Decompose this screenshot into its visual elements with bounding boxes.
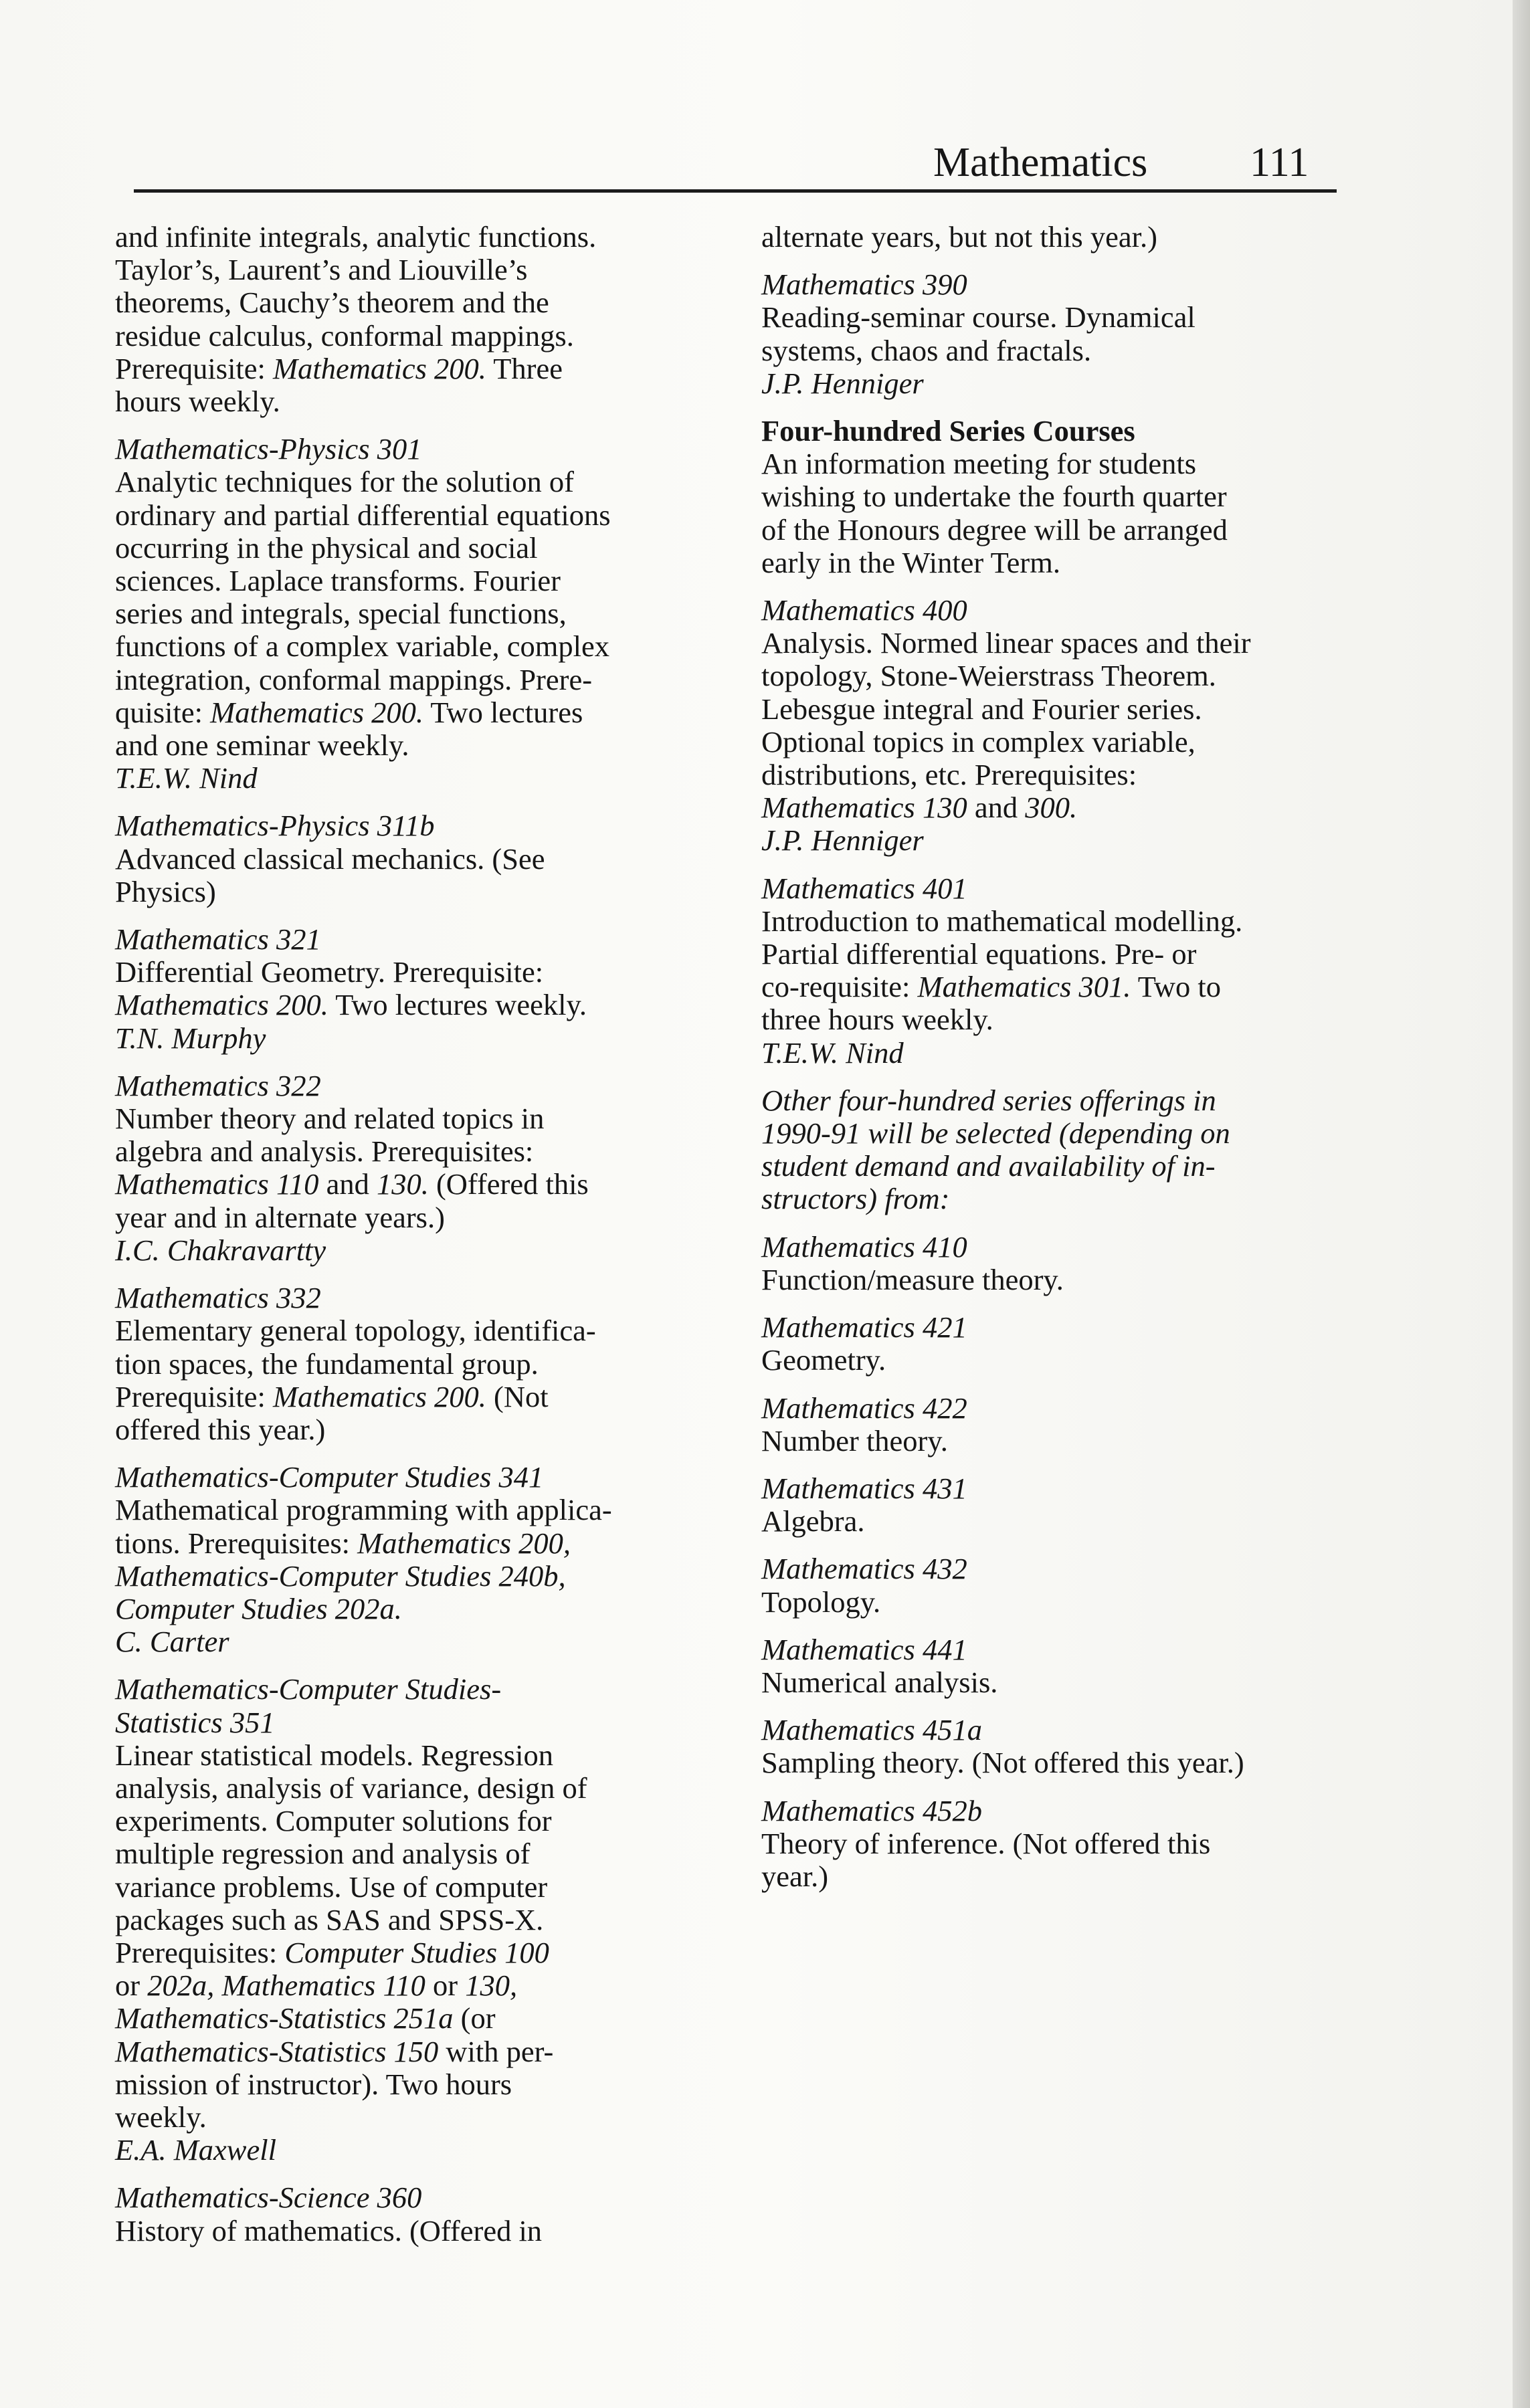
text-line bbox=[761, 1746, 1350, 1779]
body-text: and infinite integrals, analytic functions. bbox=[115, 220, 597, 254]
text-line bbox=[115, 989, 717, 1021]
text-line bbox=[115, 466, 717, 498]
text-line bbox=[761, 627, 1350, 660]
text-line bbox=[115, 433, 717, 466]
body-text: Elementary general topology, identifica- bbox=[115, 1314, 596, 1348]
body-text: three hours weekly. bbox=[761, 1003, 993, 1037]
text-line bbox=[115, 664, 717, 696]
body-text: Number theory. bbox=[761, 1423, 948, 1458]
text-line bbox=[115, 696, 717, 729]
text-line bbox=[761, 1344, 1350, 1377]
body-text: Introduction to mathematical modelling. bbox=[761, 904, 1243, 938]
italic-text: Mathematics-Statistics 251a bbox=[115, 2001, 454, 2035]
course-entry bbox=[761, 1795, 1350, 1894]
text-line bbox=[761, 1425, 1350, 1458]
text-line bbox=[115, 1102, 717, 1135]
text-line bbox=[115, 1070, 717, 1102]
italic-text: structors) from: bbox=[761, 1182, 950, 1216]
body-text: Partial differential equations. Pre- or bbox=[761, 937, 1197, 971]
body-text: variance problems. Use of computer bbox=[115, 1870, 548, 1904]
text-line bbox=[115, 729, 717, 762]
text-line bbox=[115, 2002, 717, 2035]
course-entry bbox=[115, 1461, 717, 1658]
italic-text: Mathematics 110 bbox=[115, 1167, 319, 1201]
text-line bbox=[115, 254, 717, 286]
text-line bbox=[761, 824, 1350, 857]
body-text: Two to bbox=[1131, 970, 1221, 1004]
body-text: sciences. Laplace transforms. Fourier bbox=[115, 564, 561, 598]
text-line bbox=[115, 1282, 717, 1314]
body-text: Prerequisite: bbox=[115, 1379, 274, 1413]
body-text: Optional topics in complex variable, bbox=[761, 724, 1196, 759]
text-line bbox=[761, 660, 1350, 692]
course-entry bbox=[115, 221, 717, 418]
page-edge-shadow bbox=[1513, 0, 1530, 2408]
italic-text: E.A. Maxwell bbox=[115, 2133, 276, 2167]
text-line bbox=[115, 1494, 717, 1526]
text-line bbox=[761, 791, 1350, 824]
body-text: Prerequisites: bbox=[115, 1935, 285, 1969]
italic-text: J.P. Henniger bbox=[761, 366, 924, 400]
text-line bbox=[115, 286, 717, 319]
body-text: (or bbox=[453, 2001, 496, 2035]
text-line bbox=[761, 938, 1350, 971]
italic-text: Mathematics 200. bbox=[210, 695, 424, 729]
italic-text: Mathematics-Computer Studies 240b, bbox=[115, 1559, 566, 1593]
body-text: Advanced classical mechanics. (See bbox=[115, 841, 545, 876]
text-line bbox=[115, 385, 717, 418]
body-text: Two lectures weekly. bbox=[328, 988, 587, 1022]
italic-text: J.P. Henniger bbox=[761, 823, 924, 858]
text-line bbox=[761, 872, 1350, 905]
text-line bbox=[761, 1311, 1350, 1344]
body-text: hours weekly. bbox=[115, 385, 280, 419]
italic-text: 130. bbox=[376, 1167, 429, 1201]
body-text: packages such as SAS and SPSS-X. bbox=[115, 1902, 544, 1936]
body-text: (Not bbox=[486, 1379, 549, 1413]
text-line bbox=[115, 565, 717, 597]
body-text: History of mathematics. (Offered in bbox=[115, 2213, 543, 2247]
text-line bbox=[115, 1168, 717, 1201]
body-text: distributions, etc. Prerequisites: bbox=[761, 758, 1137, 792]
italic-text: Mathematics 401 bbox=[761, 871, 967, 905]
text-line bbox=[115, 1201, 717, 1234]
body-text: or bbox=[115, 1969, 148, 2003]
course-entry bbox=[761, 268, 1350, 400]
italic-text: Mathematics 200, bbox=[357, 1526, 571, 1560]
text-line bbox=[761, 514, 1350, 546]
italic-text: 300. bbox=[1025, 791, 1078, 825]
italic-text: T.E.W. Nind bbox=[115, 761, 258, 795]
text-line bbox=[115, 1936, 717, 1969]
running-head bbox=[134, 124, 1338, 191]
italic-text: Mathematics-Computer Studies- bbox=[115, 1672, 502, 1706]
body-text: weekly. bbox=[115, 2100, 207, 2134]
body-text: Three bbox=[486, 351, 563, 385]
body-text: algebra and analysis. Prerequisites: bbox=[115, 1134, 534, 1169]
body-text: early in the Winter Term. bbox=[761, 545, 1060, 579]
body-text: Two lectures bbox=[423, 695, 583, 729]
italic-text: Mathematics 301. bbox=[917, 970, 1131, 1004]
text-line bbox=[115, 1837, 717, 1870]
text-line bbox=[761, 971, 1350, 1003]
text-line bbox=[115, 1706, 717, 1739]
text-line bbox=[761, 1264, 1350, 1296]
body-text: Reading-seminar course. Dynamical bbox=[761, 300, 1196, 334]
course-entry bbox=[761, 1084, 1350, 1216]
text-line bbox=[115, 2215, 717, 2247]
text-line bbox=[761, 759, 1350, 791]
text-line bbox=[761, 1392, 1350, 1425]
italic-text: Mathematics 321 bbox=[115, 922, 321, 957]
text-line bbox=[761, 693, 1350, 726]
text-line bbox=[761, 1552, 1350, 1585]
italic-text: C. Carter bbox=[115, 1625, 229, 1659]
body-text: Analytic techniques for the solution of bbox=[115, 465, 574, 499]
body-text: Number theory and related topics in bbox=[115, 1102, 545, 1136]
text-line bbox=[115, 1314, 717, 1347]
text-line bbox=[115, 923, 717, 956]
text-line bbox=[115, 1461, 717, 1494]
course-entry bbox=[761, 1311, 1350, 1377]
italic-text: Mathematics 400 bbox=[761, 593, 967, 627]
body-text: Mathematical programming with applica- bbox=[115, 1493, 612, 1527]
course-entry bbox=[761, 221, 1350, 254]
body-text: Taylor’s, Laurent’s and Liouville’s bbox=[115, 253, 528, 287]
text-line bbox=[761, 268, 1350, 301]
text-line bbox=[115, 1348, 717, 1381]
italic-text: Mathematics 200. bbox=[273, 351, 486, 385]
body-text: of the Honours degree will be arranged bbox=[761, 512, 1228, 546]
course-entry bbox=[115, 923, 717, 1055]
body-text: integration, conformal mappings. Prere- bbox=[115, 662, 593, 696]
text-line bbox=[761, 1666, 1350, 1699]
text-line bbox=[115, 2101, 717, 2134]
italic-text: student demand and availability of in- bbox=[761, 1149, 1216, 1183]
body-text: residue calculus, conformal mappings. bbox=[115, 318, 574, 353]
text-line bbox=[115, 1413, 717, 1446]
body-text: alternate years, but not this year.) bbox=[761, 220, 1157, 254]
italic-text: Mathematics 322 bbox=[115, 1068, 321, 1102]
body-text: Differential Geometry. Prerequisite: bbox=[115, 955, 544, 989]
course-entry bbox=[115, 809, 717, 908]
text-line bbox=[761, 1827, 1350, 1860]
body-text: An information meeting for students bbox=[761, 447, 1197, 481]
body-text: offered this year.) bbox=[115, 1412, 326, 1446]
text-line bbox=[115, 221, 717, 254]
text-line bbox=[761, 546, 1350, 579]
text-line bbox=[115, 843, 717, 876]
course-entry bbox=[115, 2181, 717, 2247]
italic-text: Mathematics 422 bbox=[761, 1391, 967, 1425]
body-text: (Offered this bbox=[428, 1167, 589, 1201]
text-line bbox=[115, 876, 717, 908]
course-entry bbox=[761, 415, 1350, 579]
text-line bbox=[761, 594, 1350, 627]
course-entry bbox=[115, 433, 717, 795]
body-text: Physics) bbox=[115, 874, 216, 908]
italic-text: Mathematics 431 bbox=[761, 1471, 967, 1505]
text-line bbox=[761, 1586, 1350, 1619]
body-text: tion spaces, the fundamental group. bbox=[115, 1346, 539, 1381]
body-text: and bbox=[967, 791, 1026, 825]
text-line bbox=[761, 1633, 1350, 1666]
course-entry bbox=[115, 1282, 717, 1446]
italic-text: 1990-91 will be selected (depending on bbox=[761, 1116, 1230, 1150]
text-line bbox=[115, 2134, 717, 2167]
course-entry bbox=[761, 1714, 1350, 1779]
text-line bbox=[761, 480, 1350, 513]
italic-text: Mathematics 421 bbox=[761, 1310, 967, 1344]
italic-text: Mathematics 452b bbox=[761, 1793, 982, 1827]
text-line bbox=[115, 1904, 717, 1936]
body-text: analysis, analysis of variance, design of bbox=[115, 1771, 587, 1805]
text-line bbox=[115, 1969, 717, 2002]
text-line bbox=[115, 1772, 717, 1805]
body-text: Linear statistical models. Regression bbox=[115, 1738, 553, 1772]
text-line bbox=[115, 809, 717, 842]
course-entry bbox=[761, 1552, 1350, 1618]
italic-text: Mathematics-Physics 301 bbox=[115, 432, 422, 466]
text-line bbox=[115, 499, 717, 532]
header-rule bbox=[134, 189, 1337, 193]
italic-text: T.E.W. Nind bbox=[761, 1035, 904, 1070]
body-text: year and in alternate years.) bbox=[115, 1200, 445, 1234]
italic-text: Mathematics 200. bbox=[115, 988, 328, 1022]
italic-text: Mathematics 390 bbox=[761, 268, 967, 302]
body-text: Function/measure theory. bbox=[761, 1262, 1064, 1296]
body-text: Numerical analysis. bbox=[761, 1665, 998, 1699]
text-line bbox=[761, 221, 1350, 254]
body-text: quisite: bbox=[115, 695, 211, 729]
italic-text: Mathematics-Science 360 bbox=[115, 2181, 422, 2215]
text-line bbox=[115, 1625, 717, 1658]
body-text: Theory of inference. (Not offered this bbox=[761, 1826, 1211, 1860]
body-text: year.) bbox=[761, 1859, 829, 1893]
body-text: topology, Stone-Weierstrass Theorem. bbox=[761, 659, 1216, 693]
body-text: systems, chaos and fractals. bbox=[761, 333, 1092, 367]
body-text: multiple regression and analysis of bbox=[115, 1837, 531, 1871]
italic-text: Mathematics 441 bbox=[761, 1632, 967, 1666]
italic-text: Mathematics-Physics 311b bbox=[115, 809, 435, 843]
text-line bbox=[761, 1183, 1350, 1215]
text-line bbox=[115, 1871, 717, 1904]
text-line bbox=[115, 320, 717, 353]
text-line bbox=[115, 1022, 717, 1055]
text-line bbox=[115, 2068, 717, 2101]
italic-text: T.N. Murphy bbox=[115, 1021, 266, 1055]
italic-text: Other four-hundred series offerings in bbox=[761, 1083, 1216, 1117]
body-text: tions. Prerequisites: bbox=[115, 1526, 358, 1560]
italic-text: Mathematics 451a bbox=[761, 1713, 982, 1747]
text-line bbox=[115, 1593, 717, 1625]
course-entry bbox=[761, 1472, 1350, 1538]
course-entry bbox=[761, 872, 1350, 1070]
text-line bbox=[115, 353, 717, 385]
text-line bbox=[761, 726, 1350, 759]
text-line bbox=[115, 630, 717, 663]
text-line bbox=[761, 905, 1350, 938]
body-text: or bbox=[425, 1969, 466, 2003]
italic-text: Computer Studies 202a. bbox=[115, 1591, 402, 1625]
text-line bbox=[115, 1673, 717, 1706]
text-line bbox=[115, 1527, 717, 1560]
text-line bbox=[761, 447, 1350, 480]
text-line bbox=[761, 1117, 1350, 1150]
italic-text: Mathematics-Computer Studies 341 bbox=[115, 1460, 544, 1494]
body-text: and one seminar weekly. bbox=[115, 728, 409, 763]
body-text: mission of instructor). Two hours bbox=[115, 2067, 512, 2101]
course-entry bbox=[115, 1673, 717, 2167]
body-text: Geometry. bbox=[761, 1343, 886, 1377]
text-line bbox=[761, 367, 1350, 400]
text-line bbox=[761, 1150, 1350, 1183]
text-line bbox=[761, 1472, 1350, 1505]
text-line bbox=[115, 2035, 717, 2068]
text-line bbox=[761, 1860, 1350, 1893]
italic-text: Statistics 351 bbox=[115, 1705, 275, 1739]
italic-text: Mathematics 410 bbox=[761, 1229, 967, 1264]
body-text: occurring in the physical and social bbox=[115, 530, 538, 565]
text-line bbox=[761, 301, 1350, 334]
text-line bbox=[115, 532, 717, 565]
italic-text: 130, bbox=[465, 1969, 518, 2003]
text-line bbox=[115, 1135, 717, 1168]
text-line bbox=[115, 1234, 717, 1267]
left-column bbox=[115, 221, 717, 2262]
course-entry bbox=[761, 1633, 1350, 1699]
text-line bbox=[761, 334, 1350, 367]
text-line bbox=[761, 1231, 1350, 1264]
body-text: and bbox=[318, 1167, 377, 1201]
body-text: Topology. bbox=[761, 1585, 881, 1619]
text-line bbox=[115, 1805, 717, 1837]
italic-text: Mathematics-Statistics 150 bbox=[115, 2034, 439, 2068]
text-line bbox=[761, 415, 1350, 447]
text-line bbox=[115, 1739, 717, 1772]
body-text: Lebesgue integral and Fourier series. bbox=[761, 692, 1202, 726]
course-entry bbox=[761, 1231, 1350, 1296]
course-entry bbox=[761, 594, 1350, 858]
text-line bbox=[761, 1795, 1350, 1827]
body-text: theorems, Cauchy’s theorem and the bbox=[115, 286, 549, 320]
body-text: series and integrals, special functions, bbox=[115, 597, 567, 631]
text-line bbox=[115, 2181, 717, 2214]
text-line bbox=[115, 1560, 717, 1593]
text-line bbox=[115, 762, 717, 795]
course-entry bbox=[115, 1070, 717, 1267]
section-title: Mathematics bbox=[933, 140, 1148, 185]
text-line bbox=[761, 1003, 1350, 1036]
page-number: 111 bbox=[1250, 140, 1309, 185]
course-entry bbox=[761, 1392, 1350, 1458]
italic-text: Mathematics 432 bbox=[761, 1552, 967, 1586]
text-line bbox=[761, 1505, 1350, 1538]
italic-text: Mathematics 130 bbox=[761, 791, 967, 825]
italic-text: 202a, Mathematics 110 bbox=[147, 1969, 425, 2003]
italic-text: Computer Studies 100 bbox=[284, 1935, 549, 1969]
right-column bbox=[761, 221, 1350, 1908]
section-heading: Four-hundred Series Courses bbox=[761, 414, 1135, 448]
body-text: with per- bbox=[438, 2034, 554, 2068]
body-text: co-requisite: bbox=[761, 970, 918, 1004]
body-text: Sampling theory. (Not offered this year.) bbox=[761, 1746, 1244, 1780]
text-line bbox=[115, 956, 717, 989]
body-text: Analysis. Normed linear spaces and their bbox=[761, 626, 1251, 660]
body-text: wishing to undertake the fourth quarter bbox=[761, 480, 1227, 514]
text-line bbox=[761, 1037, 1350, 1070]
text-line bbox=[115, 597, 717, 630]
italic-text: Mathematics 332 bbox=[115, 1281, 321, 1315]
body-text: ordinary and partial differential equations bbox=[115, 498, 611, 532]
text-line bbox=[761, 1084, 1350, 1117]
text-line bbox=[115, 1381, 717, 1413]
italic-text: I.C. Chakravartty bbox=[115, 1233, 326, 1267]
body-text: experiments. Computer solutions for bbox=[115, 1804, 552, 1838]
body-text: functions of a complex variable, complex bbox=[115, 629, 609, 664]
italic-text: Mathematics 200. bbox=[273, 1379, 486, 1413]
text-line bbox=[761, 1714, 1350, 1746]
body-text: Algebra. bbox=[761, 1504, 865, 1538]
body-text: Prerequisite: bbox=[115, 351, 274, 385]
